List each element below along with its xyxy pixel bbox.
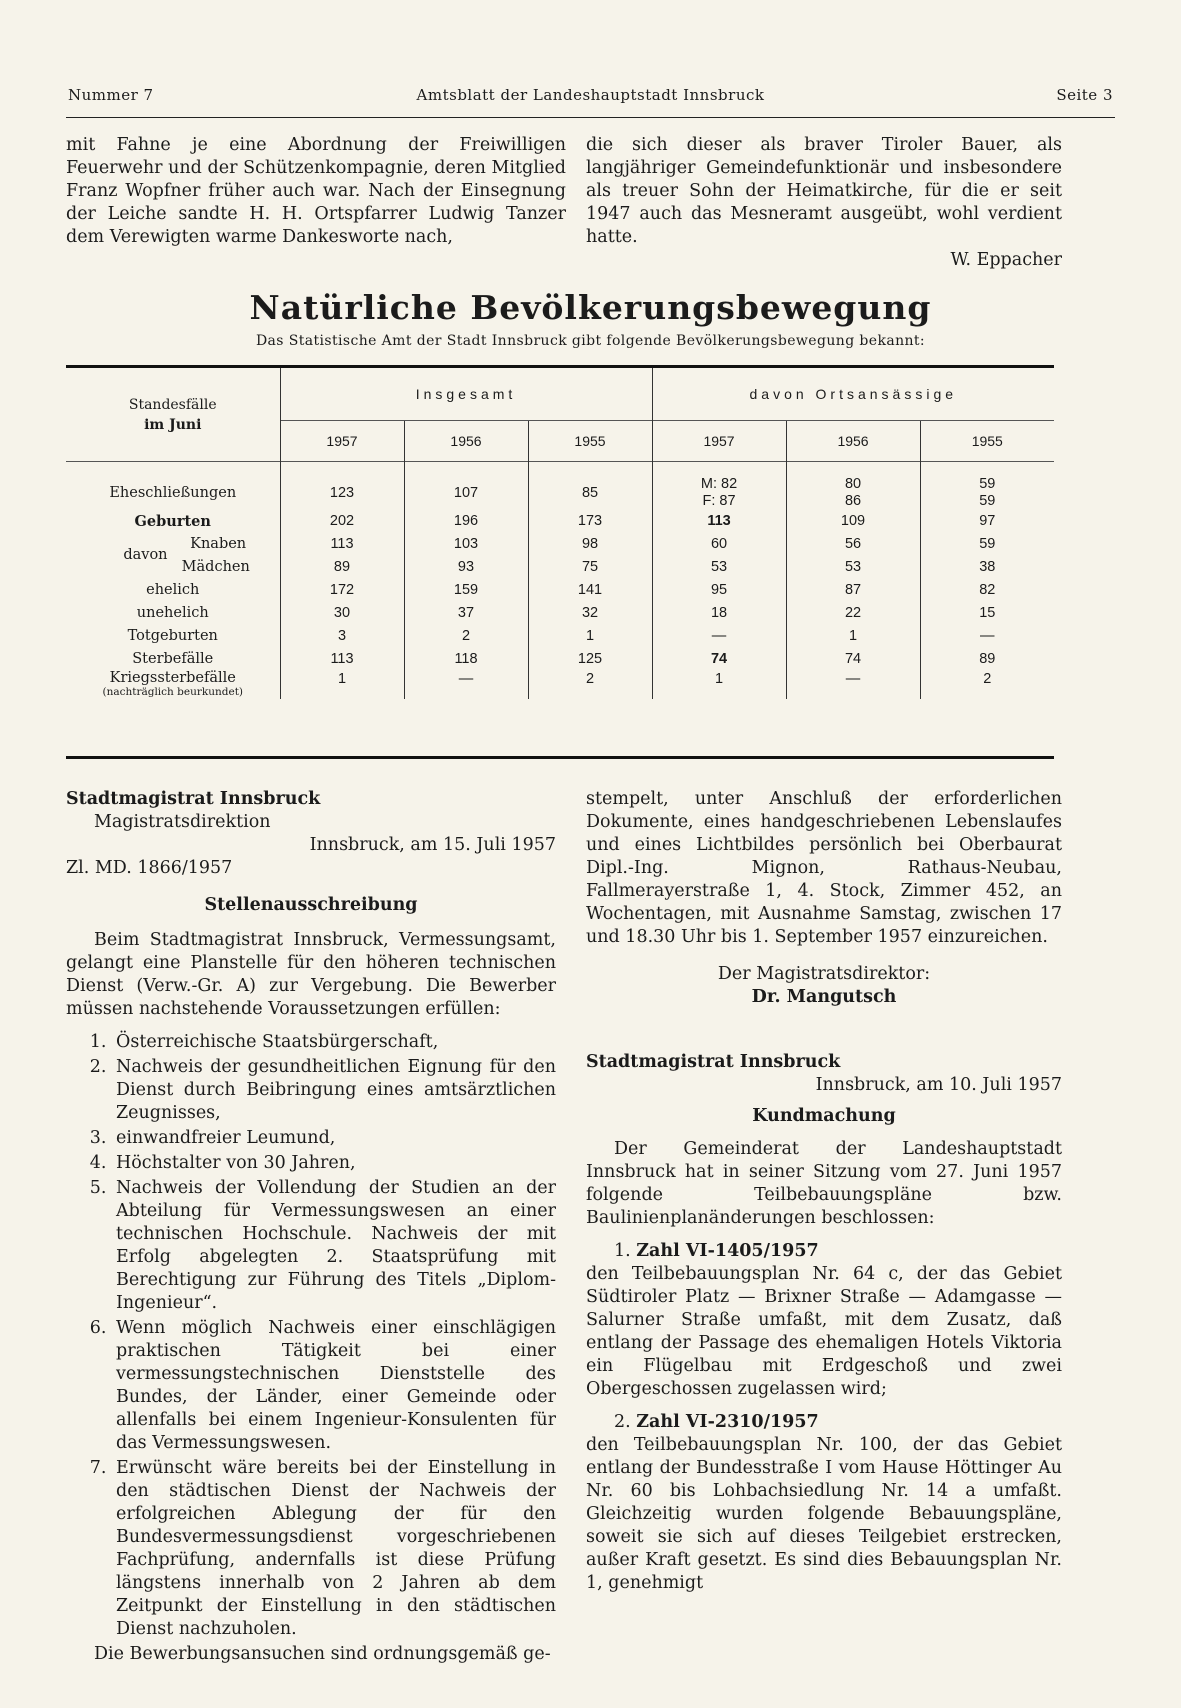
row-header: Standesfälle im Juni [128,396,217,433]
group-header-total: Insgesamt [280,368,652,421]
table-row-label: unehelich [136,605,209,621]
table-cell: 18 [652,602,786,625]
table-cell: 2 [404,625,528,648]
table-row-label: Geburten [134,513,211,530]
year-header: 1955 [920,421,1054,462]
table-cell: 113 [280,648,404,671]
obituary-text-left: mit Fahne je eine Abordnung der Freiwilligen Feuerwehr und der Schützenkompagnie, deren Mitglied Franz Wopfner früher auch war. Nach der Einsegnung der Leiche sandte H. H. Ortspfarrer Ludwig Tanzer dem Verewigten warme Dankesworte nach, [66,135,566,247]
notice2-heading: Kundmachung [752,1106,896,1126]
table-cell: — [920,625,1054,648]
list-item: 3. einwandfreier Leumund, [112,1127,556,1150]
table-row-label: Mädchen [181,559,250,575]
table-row-label: Eheschließungen [109,484,237,501]
table-row-label: Sterbefälle [132,651,214,667]
table-cell: 113 [652,510,786,533]
obituary-signature: W. Eppacher [950,250,1062,270]
table-row-label: Kriegssterbefälle (nachträglich beurkundet) [66,671,280,699]
table-cell: 89 [280,556,404,579]
year-header: 1957 [280,421,404,462]
table-cell: 56 [786,533,920,556]
table-cell: 53 [652,556,786,579]
table-cell: 2 [528,671,652,699]
table-cell: 1 [280,671,404,699]
table-cell: 159 [404,579,528,602]
notice1-org: Stadtmagistrat Innsbruck [66,789,321,809]
table-cell: 98 [528,533,652,556]
notice2-place-date: Innsbruck, am 10. Juli 1957 [815,1075,1062,1095]
table-cell: 196 [404,510,528,533]
publication-title: Amtsblatt der Landeshauptstadt Innsbruck [416,86,765,104]
population-table [66,365,1054,759]
table-cell: 109 [786,510,920,533]
table-cell: — [652,625,786,648]
page-header [68,86,1113,112]
top-right-column [586,134,1062,272]
notice1-signer-title: Der Magistratsdirektor: [717,964,931,984]
year-header: 1957 [652,421,786,462]
table-cell: 1 [528,625,652,648]
kriegs-note: (nachträglich beurkundet) [102,686,244,698]
table-cell: 74 [652,648,786,671]
notice-job-column [66,788,556,1666]
top-left-column [66,134,566,249]
table-cell: 53 [786,556,920,579]
list-item: 2. Nachweis der gesundheitlichen Eignung für den Dienst durch Beibringung eines amtsärztlichen Zeugnisses, [112,1056,556,1125]
right-lower-column [586,788,1062,1595]
table-cell: 202 [280,510,404,533]
table-cell: 3 [280,625,404,648]
table-cell: 22 [786,602,920,625]
table-cell: 103 [404,533,528,556]
table-cell: 38 [920,556,1054,579]
table-cell: 85 [528,462,652,511]
notice1-dept: Magistratsdirektion [94,812,271,832]
table-cell: 93 [404,556,528,579]
table-cell: 2 [920,671,1054,699]
issue-number: Nummer 7 [68,86,154,104]
table-cell: 173 [528,510,652,533]
table-cell: 82 [920,579,1054,602]
notice2-item2-text: den Teilbebauungsplan Nr. 100, der das Gebiet entlang der Bundesstraße I vom Hause Höttinger Au Nr. 60 bis Lohbachsiedlung Nr. 14 a umfaßt. Gleichzeitig wurden folgende Bebauungspläne, soweit sie sich auf dieses Teilgebiet erstrecken, außer Kraft gesetzt. Es sind dies Bebauungsplan Nr. 1, genehmigt [586,1435,1062,1593]
table-cell: 75 [528,556,652,579]
group-header-local: davon Ortsansässige [652,368,1054,421]
table-cell: 107 [404,462,528,511]
table-cell: 30 [280,602,404,625]
notice1-signer-name: Dr. Mangutsch [751,987,897,1007]
table-cell: 118 [404,648,528,671]
table-cell: 74 [786,648,920,671]
table-cell: 113 [280,533,404,556]
table-cell: 97 [920,510,1054,533]
notice1-closing-cont: stempelt, unter Anschluß der erforderlichen Dokumente, eines handgeschriebenen Lebenslaufes und eines Lichtbildes persönlich bei Oberbaurat Dipl.-Ing. Mignon, Rathaus-Neubau, Fallmerayerstraße 1, 4. Stock, Zimmer 452, an Wochentagen, mit Ausnahme Samstag, zwischen 17 und 18.30 Uhr bis 1. September 1957 einzureichen. [586,789,1062,947]
list-item: 7. Erwünscht wäre bereits bei der Einstellung in den städtischen Dienst der Nachweis der erfolgreichen Ablegung der für den Bundesvermessungsdienst vorgeschriebenen Fachprüfung, andernfalls ist diese Prüfung längstens innerhalb von 2 Jahren ab dem Zeitpunkt der Einstellung in den städtischen Dienst nachzuholen. [112,1457,556,1641]
notice1-ref: Zl. MD. 1866/1957 [66,858,233,878]
table-cell: 1 [652,671,786,699]
table-row-label: Totgeburten [127,628,218,644]
list-item: 1. Österreichische Staatsbürgerschaft, [112,1031,556,1054]
notice2-item2-head: 2. Zahl VI-2310/1957 [614,1412,819,1432]
table-cell: — [786,671,920,699]
table-cell: 123 [280,462,404,511]
notice1-heading: Stellenausschreibung [204,895,418,915]
table-cell: 1 [786,625,920,648]
year-header: 1955 [528,421,652,462]
table-cell: M: 82 F: 87 [652,462,786,511]
table-cell: 37 [404,602,528,625]
table-cell: 172 [280,579,404,602]
table-cell: 95 [652,579,786,602]
header-rule [66,117,1115,118]
notice2-item1-text: den Teilbebauungsplan Nr. 64 c, der das Gebiet Südtiroler Platz — Brixner Straße — Adamgasse — Salurner Straße umfaßt, mit dem Zusatz, daß entlang der Passage des ehemaligen Hotels Viktoria ein Flügelbau mit Erdgeschoß und zwei Obergeschossen zugelassen wird; [586,1264,1062,1399]
requirements-list [66,1031,556,1641]
table-cell: 32 [528,602,652,625]
table-cell: 60 [652,533,786,556]
table-cell: 15 [920,602,1054,625]
page-number: Seite 3 [1056,86,1113,104]
year-header: 1956 [404,421,528,462]
table-cell: 59 [920,533,1054,556]
table-row-label: davon Knaben [66,533,280,556]
notice2-item1-head: 1. Zahl VI-1405/1957 [614,1241,819,1261]
table-cell: — [404,671,528,699]
section-title: Natürliche Bevölkerungsbewegung [249,288,932,327]
table-cell: 87 [786,579,920,602]
section-subtitle: Das Statistische Amt der Stadt Innsbruck gibt folgende Bevölkerungsbewegung bekannt: [255,333,926,349]
table-cell: 125 [528,648,652,671]
notice1-place-date: Innsbruck, am 15. Juli 1957 [309,835,556,855]
year-header: 1956 [786,421,920,462]
table-cell: 80 86 [786,462,920,511]
davon-label: davon [123,547,168,563]
list-item: 6. Wenn möglich Nachweis einer einschlägigen praktischen Tätigkeit bei einer vermessungstechnischen Dienststelle des Bundes, der Länder, einer Gemeinde oder allenfalls bei einem Ingenieur-Konsulenten für das Vermessungswesen. [112,1317,556,1455]
notice1-closing-start: Die Bewerbungsansuchen sind ordnungsgemäß ge- [94,1644,551,1664]
notice2-intro: Der Gemeinderat der Landeshauptstadt Innsbruck hat in seiner Sitzung vom 27. Juni 1957 folgende Teilbebauungspläne bzw. Baulinienplanänderungen beschlossen: [586,1139,1062,1228]
table-cell: 59 59 [920,462,1054,511]
table-row-label: ehelich [146,582,200,598]
table-cell: 141 [528,579,652,602]
list-item: 5. Nachweis der Vollendung der Studien an der Abteilung für Vermessungswesen an einer technischen Hochschule. Nachweis der mit Erfolg abgelegten 2. Staatsprüfung mit Berechtigung zur Führung des Titels „Diplom-Ingenieur“. [112,1177,556,1315]
list-item: 4. Höchstalter von 30 Jahren, [112,1152,556,1175]
notice2-org: Stadtmagistrat Innsbruck [586,1052,841,1072]
notice1-intro: Beim Stadtmagistrat Innsbruck, Vermessungsamt, gelangt eine Planstelle für den höheren technischen Dienst (Verw.-Gr. A) zur Vergebung. Die Bewerber müssen nachstehende Voraussetzungen erfüllen: [66,930,556,1019]
obituary-text-right: die sich dieser als braver Tiroler Bauer, als langjähriger Gemeindefunktionär und insbesondere als treuer Sohn der Heimatkirche, für die er seit 1947 auch das Mesneramt ausgeübt, wohl verdient hatte. [586,135,1062,247]
table-cell: 89 [920,648,1054,671]
